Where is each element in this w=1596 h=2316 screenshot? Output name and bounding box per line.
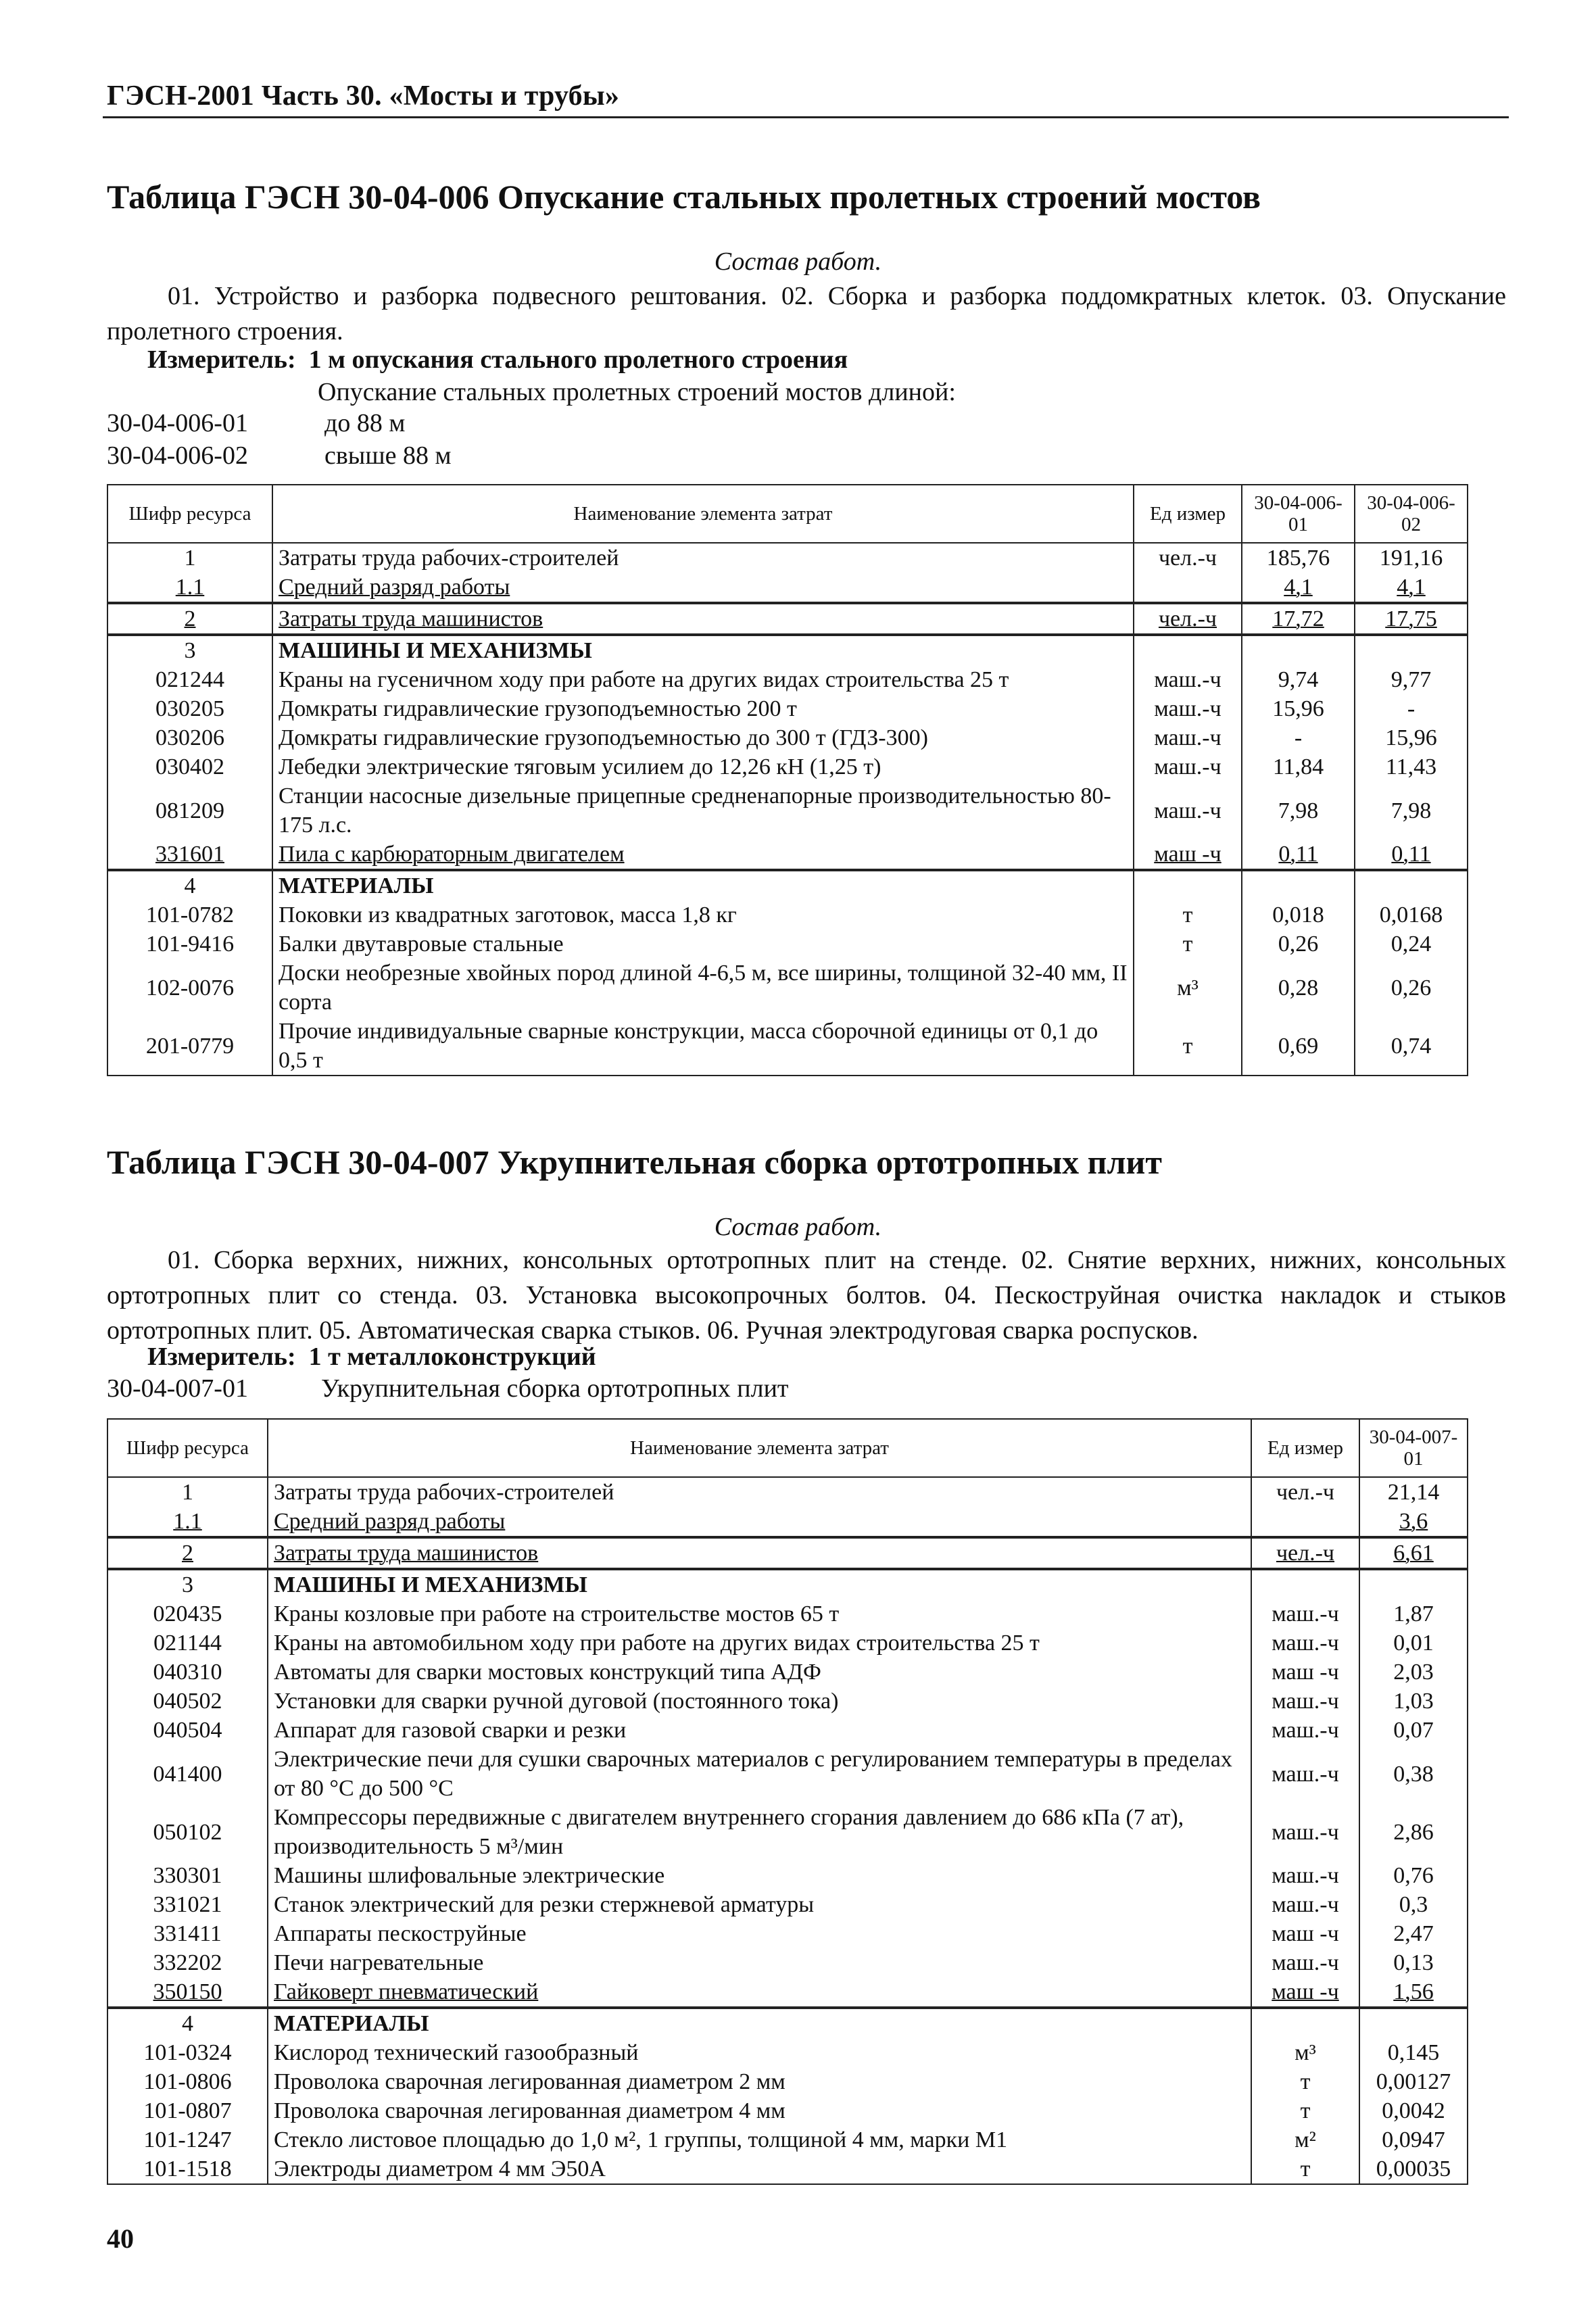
table-row (107, 1629, 1468, 1658)
row-value-1: 2,03 (1359, 1658, 1468, 1687)
row-unit: маш.-ч (1251, 1745, 1359, 1803)
table-row (107, 2008, 1468, 2038)
row-value-1: 11,84 (1242, 752, 1355, 781)
row-value-1: 0,11 (1242, 840, 1355, 870)
table1-sub-caption: Опускание стальных пролетных строений мостов длиной: (318, 378, 956, 406)
header-rule (103, 116, 1509, 118)
table-row (107, 573, 1468, 603)
table-row (107, 1687, 1468, 1716)
row-name: Средний разряд работы (268, 1507, 1251, 1537)
row-unit: м³ (1134, 959, 1242, 1017)
row-name: Затраты труда машинистов (272, 603, 1134, 635)
table2-variant-code-1: 30-04-007-01 (107, 1374, 248, 1403)
row-value-1: 0,0947 (1359, 2125, 1468, 2154)
row-unit: чел.-ч (1134, 603, 1242, 635)
row-code: 330301 (107, 1861, 268, 1890)
running-header: ГЭСН-2001 Часть 30. «Мосты и трубы» (107, 80, 620, 112)
table-row (107, 665, 1468, 694)
table-row (107, 1745, 1468, 1803)
row-value-2: - (1355, 694, 1468, 723)
row-unit (1251, 1569, 1359, 1599)
row-value-1: 9,74 (1242, 665, 1355, 694)
table2-measure: Измеритель: 1 т металлоконструкций (147, 1343, 596, 1371)
row-name: Поковки из квадратных заготовок, масса 1,8 кг (272, 900, 1134, 930)
col-header-name: Наименование элемента затрат (268, 1419, 1251, 1477)
row-unit: т (1251, 2096, 1359, 2125)
row-unit: т (1134, 1017, 1242, 1076)
table-row (107, 930, 1468, 959)
row-value-1: 0,00035 (1359, 2154, 1468, 2184)
row-name: Проволока сварочная легированная диаметром 4 мм (268, 2096, 1251, 2125)
row-name: Автоматы для сварки мостовых конструкций типа АДФ (268, 1658, 1251, 1687)
row-value-1: 7,98 (1242, 781, 1355, 840)
table2 (107, 1418, 1468, 2185)
row-value-1: - (1242, 723, 1355, 752)
row-name: Краны на автомобильном ходу при работе на других видах строительства 25 т (268, 1629, 1251, 1658)
table-row (107, 1803, 1468, 1861)
row-unit (1134, 573, 1242, 603)
row-value-2: 0,11 (1355, 840, 1468, 870)
row-code: 4 (107, 870, 272, 900)
row-value-1: 6,61 (1359, 1537, 1468, 1569)
row-name: Компрессоры передвижные с двигателем внутреннего сгорания давлением до 686 кПа (7 ат), производительность 5 м³/мин (268, 1803, 1251, 1861)
row-value-2 (1355, 635, 1468, 665)
table-row (107, 2096, 1468, 2125)
row-name: Затраты труда машинистов (268, 1537, 1251, 1569)
row-value-2: 4,1 (1355, 573, 1468, 603)
row-unit: маш.-ч (1251, 1716, 1359, 1745)
row-name: Пила с карбюраторным двигателем (272, 840, 1134, 870)
row-name: Аппараты пескоструйные (268, 1919, 1251, 1948)
row-unit: т (1251, 2067, 1359, 2096)
table1-composition-label: Состав работ. (714, 247, 882, 276)
row-name: Стекло листовое площадью до 1,0 м², 1 группы, толщиной 4 мм, марки М1 (268, 2125, 1251, 2154)
table-row (107, 635, 1468, 665)
table-row (107, 1569, 1468, 1599)
table-row (107, 1477, 1468, 1507)
row-code: 101-1247 (107, 2125, 268, 2154)
row-code: 021144 (107, 1629, 268, 1658)
row-code: 040502 (107, 1687, 268, 1716)
row-name: Печи нагревательные (268, 1948, 1251, 1977)
row-unit (1134, 870, 1242, 900)
table-row (107, 1890, 1468, 1919)
row-code: 040310 (107, 1658, 268, 1687)
row-code: 102-0076 (107, 959, 272, 1017)
table1-measure: Измеритель: 1 м опускания стального пролетного строения (147, 345, 848, 374)
row-value-2: 0,26 (1355, 959, 1468, 1017)
row-unit: т (1134, 930, 1242, 959)
row-unit: м² (1251, 2125, 1359, 2154)
row-unit: чел.-ч (1251, 1477, 1359, 1507)
table-row (107, 1919, 1468, 1948)
row-code: 101-0806 (107, 2067, 268, 2096)
row-code: 040504 (107, 1716, 268, 1745)
row-unit: маш.-ч (1251, 1890, 1359, 1919)
row-value-1: 0,76 (1359, 1861, 1468, 1890)
table-row (107, 2154, 1468, 2184)
row-name: Кислород технический газообразный (268, 2038, 1251, 2067)
row-value-1 (1242, 870, 1355, 900)
table1-variant-text-2: свыше 88 м (324, 441, 452, 470)
row-unit: маш.-ч (1251, 1629, 1359, 1658)
row-code: 2 (107, 1537, 268, 1569)
table-row (107, 1948, 1468, 1977)
row-value-1: 15,96 (1242, 694, 1355, 723)
row-value-2: 15,96 (1355, 723, 1468, 752)
table2-variant-text-1: Укрупнительная сборка ортотропных плит (321, 1374, 789, 1403)
row-code: 030402 (107, 752, 272, 781)
row-value-1: 0,26 (1242, 930, 1355, 959)
row-code: 332202 (107, 1948, 268, 1977)
table1-title: Таблица ГЭСН 30-04-006 Опускание стальных пролетных строений мостов (107, 178, 1261, 216)
row-code: 331411 (107, 1919, 268, 1948)
table-row (107, 2125, 1468, 2154)
table1-variant-code-2: 30-04-006-02 (107, 441, 248, 470)
row-value-1: 1,56 (1359, 1977, 1468, 2008)
row-value-1: 0,01 (1359, 1629, 1468, 1658)
row-value-2: 17,75 (1355, 603, 1468, 635)
row-unit: чел.-ч (1251, 1537, 1359, 1569)
row-unit: маш.-ч (1134, 752, 1242, 781)
row-value-1: 3,6 (1359, 1507, 1468, 1537)
row-name: Электрические печи для сушки сварочных материалов с регулированием температуры в пределах от 80 °С до 500 °С (268, 1745, 1251, 1803)
row-value-2: 9,77 (1355, 665, 1468, 694)
row-name: Машины шлифовальные электрические (268, 1861, 1251, 1890)
table-row (107, 1658, 1468, 1687)
table-row (107, 900, 1468, 930)
row-name: Гайковерт пневматический (268, 1977, 1251, 2008)
row-code: 2 (107, 603, 272, 635)
row-code: 1 (107, 1477, 268, 1507)
row-code: 1.1 (107, 573, 272, 603)
row-value-1: 17,72 (1242, 603, 1355, 635)
row-value-1: 0,145 (1359, 2038, 1468, 2067)
table2-composition-text: 01. Сборка верхних, нижних, консольных ортотропных плит на стенде. 02. Снятие верхних, нижних, консольных ортотропных плит со стенда. 03. Установка высокопрочных болтов. 04. Пескоструйная очистка накладок и стыков ортотропных плит. 05. Автоматическая сварка стыков. 06. Ручная электродуговая сварка роспусков. (107, 1246, 1506, 1345)
row-unit: маш -ч (1251, 1977, 1359, 2008)
row-name: Затраты труда рабочих-строителей (272, 543, 1134, 573)
row-code: 081209 (107, 781, 272, 840)
row-value-1: 2,47 (1359, 1919, 1468, 1948)
table1 (107, 484, 1468, 1076)
table1-variant-text-1: до 88 м (324, 409, 406, 437)
table-row (107, 1599, 1468, 1629)
row-code: 3 (107, 635, 272, 665)
row-unit: т (1251, 2154, 1359, 2184)
row-unit: чел.-ч (1134, 543, 1242, 573)
table-row (107, 1716, 1468, 1745)
row-code: 030205 (107, 694, 272, 723)
row-value-1 (1359, 1569, 1468, 1599)
row-value-1: 185,76 (1242, 543, 1355, 573)
row-unit: маш.-ч (1251, 1687, 1359, 1716)
row-name: Прочие индивидуальные сварные конструкции, масса сборочной единицы от 0,1 до 0,5 т (272, 1017, 1134, 1076)
table-row (107, 870, 1468, 900)
row-code: 021244 (107, 665, 272, 694)
row-code: 101-0324 (107, 2038, 268, 2067)
row-code: 020435 (107, 1599, 268, 1629)
table-row (107, 694, 1468, 723)
table-row (107, 543, 1468, 573)
row-name: Краны на гусеничном ходу при работе на других видах строительства 25 т (272, 665, 1134, 694)
table-row (107, 603, 1468, 635)
row-name: Аппарат для газовой сварки и резки (268, 1716, 1251, 1745)
row-value-2: 0,24 (1355, 930, 1468, 959)
row-code: 331021 (107, 1890, 268, 1919)
table2-composition-label: Состав работ. (714, 1213, 882, 1241)
row-name: Краны козловые при работе на строительстве мостов 65 т (268, 1599, 1251, 1629)
row-name: Затраты труда рабочих-строителей (268, 1477, 1251, 1507)
row-name: Средний разряд работы (272, 573, 1134, 603)
row-value-1: 0,3 (1359, 1890, 1468, 1919)
row-code: 4 (107, 2008, 268, 2038)
row-value-1: 0,38 (1359, 1745, 1468, 1803)
col-header-name: Наименование элемента затрат (272, 485, 1134, 543)
row-value-2: 0,74 (1355, 1017, 1468, 1076)
row-name: Балки двутавровые стальные (272, 930, 1134, 959)
row-code: 041400 (107, 1745, 268, 1803)
row-unit: маш -ч (1134, 840, 1242, 870)
row-unit: маш.-ч (1134, 781, 1242, 840)
row-unit (1251, 2008, 1359, 2038)
row-code: 3 (107, 1569, 268, 1599)
row-code: 030206 (107, 723, 272, 752)
col-header-v1: 30-04-006-01 (1242, 485, 1355, 543)
col-header-unit: Ед измер (1251, 1419, 1359, 1477)
row-value-2: 191,16 (1355, 543, 1468, 573)
row-value-1: 0,07 (1359, 1716, 1468, 1745)
row-code: 101-1518 (107, 2154, 268, 2184)
row-name: Станок электрический для резки стержневой арматуры (268, 1890, 1251, 1919)
col-header-code: Шифр ресурса (107, 1419, 268, 1477)
row-code: 101-9416 (107, 930, 272, 959)
table-row (107, 1861, 1468, 1890)
row-code: 101-0807 (107, 2096, 268, 2125)
table-row (107, 1977, 1468, 2008)
row-value-1: 0,0042 (1359, 2096, 1468, 2125)
table-row (107, 723, 1468, 752)
page-number: 40 (107, 2223, 134, 2254)
row-value-1 (1359, 2008, 1468, 2038)
row-value-1: 4,1 (1242, 573, 1355, 603)
row-value-1: 0,69 (1242, 1017, 1355, 1076)
row-unit: маш.-ч (1251, 1599, 1359, 1629)
row-name: Лебедки электрические тяговым усилием до 12,26 кН (1,25 т) (272, 752, 1134, 781)
row-name: Домкраты гидравлические грузоподъемностью до 300 т (ГДЗ-300) (272, 723, 1134, 752)
col-header-unit: Ед измер (1134, 485, 1242, 543)
table-row (107, 752, 1468, 781)
row-value-1: 0,13 (1359, 1948, 1468, 1977)
row-name: МАТЕРИАЛЫ (272, 870, 1134, 900)
table1-variant-code-1: 30-04-006-01 (107, 409, 248, 437)
row-name: МАТЕРИАЛЫ (268, 2008, 1251, 2038)
row-unit: маш -ч (1251, 1919, 1359, 1948)
row-name: Установки для сварки ручной дуговой (постоянного тока) (268, 1687, 1251, 1716)
row-code: 101-0782 (107, 900, 272, 930)
row-code: 350150 (107, 1977, 268, 2008)
table2-title: Таблица ГЭСН 30-04-007 Укрупнительная сборка ортотропных плит (107, 1143, 1162, 1181)
row-value-1: 0,28 (1242, 959, 1355, 1017)
table-row (107, 2067, 1468, 2096)
row-name: Станции насосные дизельные прицепные средненапорные производительностью 80-175 л.с. (272, 781, 1134, 840)
table-row (107, 781, 1468, 840)
row-unit: маш.-ч (1251, 1948, 1359, 1977)
row-unit: маш.-ч (1134, 665, 1242, 694)
row-unit (1251, 1507, 1359, 1537)
row-unit: м³ (1251, 2038, 1359, 2067)
row-value-1: 21,14 (1359, 1477, 1468, 1507)
row-value-1: 0,018 (1242, 900, 1355, 930)
row-unit: маш -ч (1251, 1658, 1359, 1687)
row-unit: маш.-ч (1251, 1861, 1359, 1890)
row-value-1: 2,86 (1359, 1803, 1468, 1861)
row-code: 201-0779 (107, 1017, 272, 1076)
row-value-2: 0,0168 (1355, 900, 1468, 930)
row-value-1: 1,87 (1359, 1599, 1468, 1629)
col-header-code: Шифр ресурса (107, 485, 272, 543)
table-row (107, 1017, 1468, 1076)
row-name: Домкраты гидравлические грузоподъемностью 200 т (272, 694, 1134, 723)
row-value-1: 1,03 (1359, 1687, 1468, 1716)
col-header-v2: 30-04-006-02 (1355, 485, 1468, 543)
table-row (107, 1507, 1468, 1537)
col-header-v1: 30-04-007-01 (1359, 1419, 1468, 1477)
row-code: 050102 (107, 1803, 268, 1861)
row-name: Электроды диаметром 4 мм Э50А (268, 2154, 1251, 2184)
table-row (107, 1537, 1468, 1569)
row-unit (1134, 635, 1242, 665)
table1-composition-text: 01. Устройство и разборка подвесного рештования. 02. Сборка и разборка поддомкратных клеток. 03. Опускание пролетного строения. (107, 282, 1506, 345)
row-value-1: 0,00127 (1359, 2067, 1468, 2096)
row-unit: маш.-ч (1134, 694, 1242, 723)
table-row (107, 2038, 1468, 2067)
row-code: 1 (107, 543, 272, 573)
row-unit: маш.-ч (1251, 1803, 1359, 1861)
row-name: Доски необрезные хвойных пород длиной 4-6,5 м, все ширины, толщиной 32-40 мм, II сорта (272, 959, 1134, 1017)
row-value-2: 7,98 (1355, 781, 1468, 840)
row-unit: маш.-ч (1134, 723, 1242, 752)
row-name: Проволока сварочная легированная диаметром 2 мм (268, 2067, 1251, 2096)
row-value-2: 11,43 (1355, 752, 1468, 781)
row-code: 1.1 (107, 1507, 268, 1537)
row-code: 331601 (107, 840, 272, 870)
row-value-1 (1242, 635, 1355, 665)
row-name: МАШИНЫ И МЕХАНИЗМЫ (268, 1569, 1251, 1599)
row-unit: т (1134, 900, 1242, 930)
table-row (107, 840, 1468, 870)
row-name: МАШИНЫ И МЕХАНИЗМЫ (272, 635, 1134, 665)
table-row (107, 959, 1468, 1017)
row-value-2 (1355, 870, 1468, 900)
